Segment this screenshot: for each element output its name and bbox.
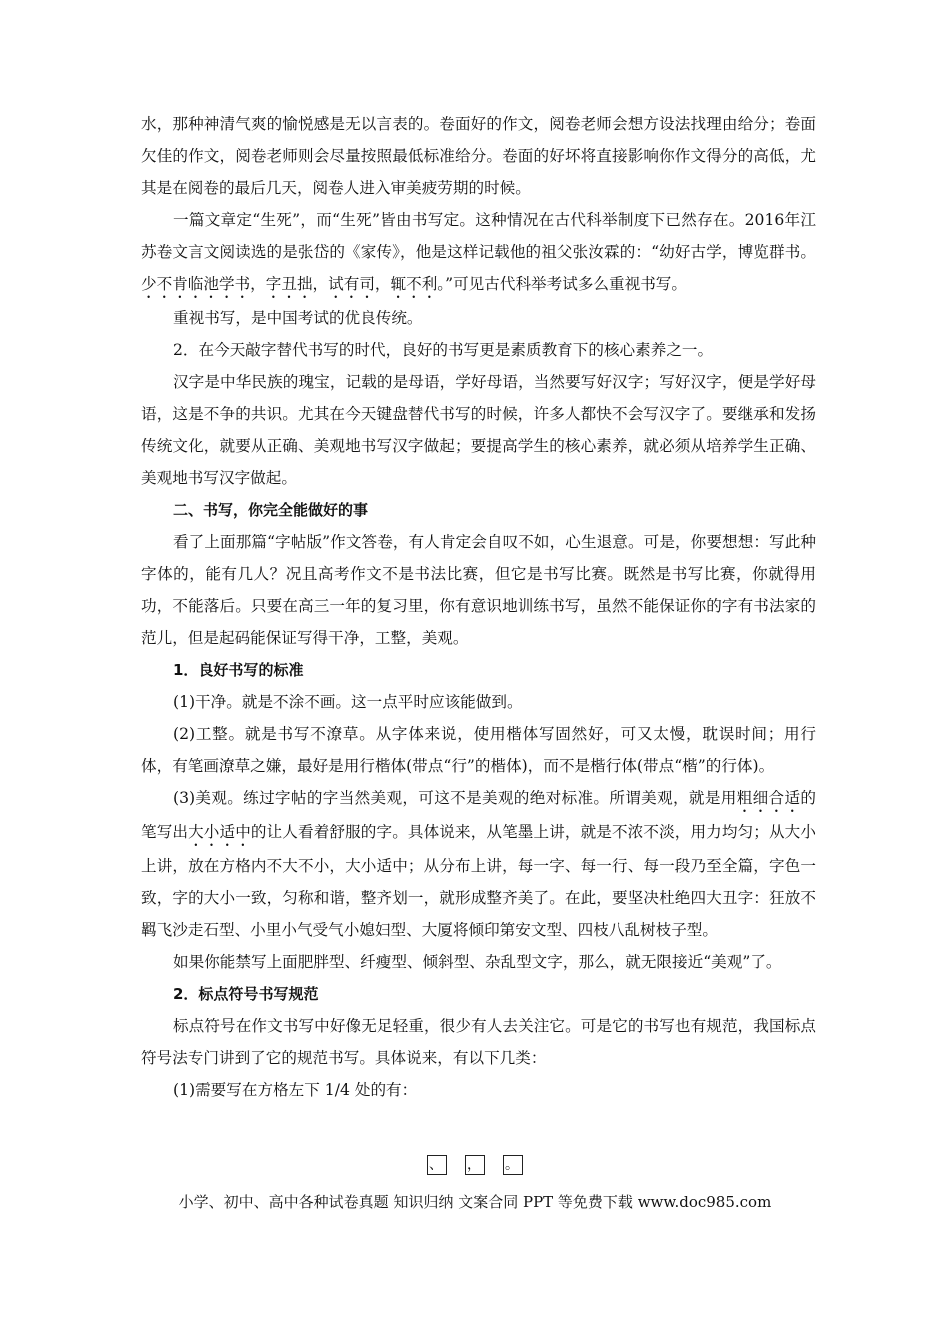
emphasized-term: 大小适中: [188, 823, 251, 841]
emphasized-quote: 少不肯临池学书，字丑拙，试有司，辄不利: [141, 275, 438, 293]
point-2: 2．在今天敲字替代书写的时代，良好的书写更是素质教育下的核心素养之一。: [173, 341, 714, 359]
subheading-punctuation: 2．标点符号书写规范: [173, 985, 319, 1003]
subheading-standards: 1．良好书写的标准: [173, 661, 304, 679]
text-run: 。”可见古代科举考试多么重视书写。: [437, 275, 687, 293]
text-run: 一篇文章定“生死”，而“生死”皆由书写定。这种情况在古代科举制度下已然存在。2016年江苏卷文言文阅读选的是张岱的《家传》，他是这样记载他的祖父张汝霖的：“幼好古学，博览群书。: [141, 211, 816, 261]
grid-box-period: 。: [503, 1155, 523, 1175]
text-run: 的让人看着舒服的字。具体说来，从笔墨上讲，就是不浓不淡，用力均匀；从大小上讲，放在方格内不大不小，大小适中；从分布上讲，每一字、每一行、每一段乃至全篇，字色一致，字的大小一致，匀称和谐，整齐划一，就形成整齐美了。在此，要坚决杜绝四大丑字：狂放不羁飞沙走石型、小里小气受气小媳妇型、大厦将倾印第安文型、四枝八乱树枝子型。: [141, 823, 816, 939]
standard-neat: (2)工整。就是书写不潦草。从字体来说，使用楷体写固然好，可又太慢，耽误时间；用行体，有笔画潦草之嫌，最好是用行楷体(带点“行”的楷体)，而不是楷行体(带点“楷”的行体)。: [141, 725, 816, 775]
punctuation-grid-examples: [0, 1155, 950, 1175]
paragraph-tradition: 重视书写，是中国考试的优良传统。: [173, 309, 423, 327]
paragraph-continuation: 水，那种神清气爽的愉悦感是无以言表的。卷面好的作文，阅卷老师会想方设法找理由给分；卷面欠佳的作文，阅卷老师则会尽量按照最低标准给分。卷面的好坏将直接影响你作文得分的高低，尤其是在阅卷的最后几天，阅卷人进入审美疲劳期的时候。: [141, 115, 816, 197]
paragraph-calligraphy: 看了上面那篇“字帖版”作文答卷，有人肯定会自叹不如，心生退意。可是，你要想想：写此种字体的，能有几人？况且高考作文不是书法比赛，但它是书写比赛。既然是书写比赛，你就得用功，不能落后。只要在高三一年的复习里，你有意识地训练书写，虽然不能保证你的字有书法家的范儿，但是起码能保证写得干净，工整，美观。: [141, 533, 816, 647]
grid-box-comma-full: ，: [465, 1155, 485, 1175]
page-footer: 小学、初中、高中各种试卷真题 知识归纳 文案合同 PPT 等免费下载 www.doc985.com: [178, 1193, 772, 1211]
punctuation-rule-1: (1)需要写在方格左下 1/4 处的有：: [173, 1081, 418, 1099]
text-run: 的笔写出: [141, 789, 816, 841]
standard-beautiful: [141, 782, 816, 946]
emphasized-term: 粗细合适: [736, 789, 801, 807]
paragraph-chinese-characters: 汉字是中华民族的瑰宝，记载的是母语，学好母语，当然要写好汉字；写好汉字，便是学好母语，这是不争的共识。尤其在今天键盘替代书写的时候，许多人都快不会写汉字了。要继承和发扬传统文化，就要从正确、美观地书写汉字做起；要提高学生的核心素养，就必须从培养学生正确、美观地书写汉字做起。: [141, 373, 816, 487]
text-run: (3)美观。练过字帖的字当然美观，可这不是美观的绝对标准。所谓美观，就是用: [173, 789, 737, 807]
paragraph-exam-history: [141, 204, 816, 302]
standard-clean: (1)干净。就是不涂不画。这一点平时应该能做到。: [173, 693, 523, 711]
paragraph-punctuation: 标点符号在作文书写中好像无足轻重，很少有人去关注它。可是它的书写也有规范，我国标点符号法专门讲到了它的规范书写。具体说来，有以下几类：: [141, 1017, 816, 1067]
section-heading-2: 二、书写，你完全能做好的事: [173, 501, 369, 519]
paragraph-conclusion: 如果你能禁写上面肥胖型、纤瘦型、倾斜型、杂乱型文字，那么，就无限接近“美观”了。: [173, 953, 782, 971]
grid-box-comma: 、: [427, 1155, 447, 1175]
document-body: [141, 108, 816, 1106]
